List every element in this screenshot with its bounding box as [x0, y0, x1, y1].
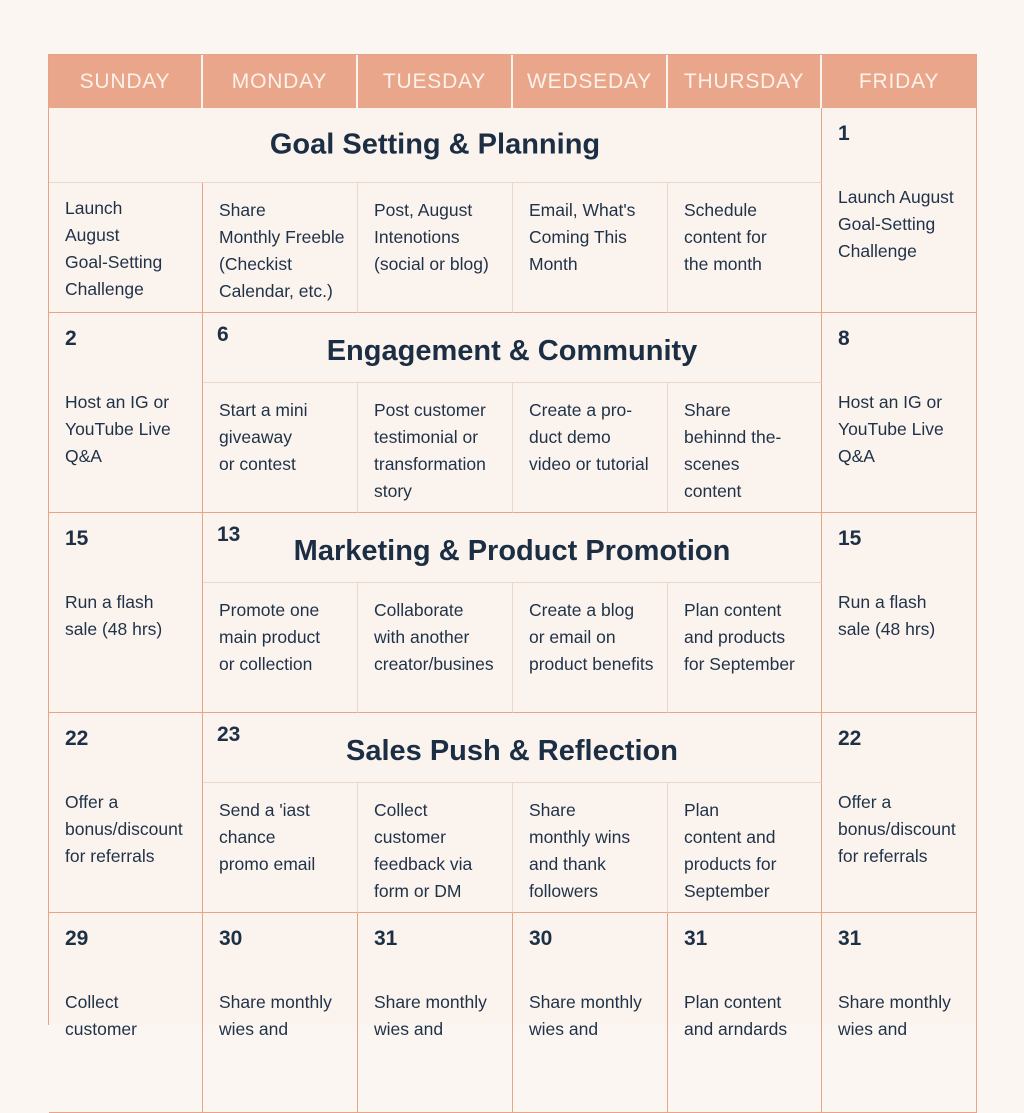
day-cell[interactable] [203, 583, 358, 713]
event-text: Offer a bonus/discount for referrals [838, 792, 956, 866]
day-header-tuesday: TUESDAY [358, 55, 513, 108]
date-number: 1 [838, 122, 850, 145]
day-cell[interactable] [668, 913, 822, 1113]
event-text: Collect customer [65, 992, 137, 1039]
date-number: 31 [838, 927, 862, 950]
week-theme-title: Marketing & Product Promotion [293, 534, 731, 567]
event-text: Launch August Goal-Setting Challenge [65, 198, 163, 299]
day-cell[interactable] [203, 913, 358, 1113]
day-header-wedseday: WEDSEDAY [513, 55, 668, 108]
date-number: 22 [65, 727, 89, 750]
week-theme-banner [203, 713, 822, 783]
date-number: 30 [219, 927, 243, 950]
date-number: 2 [65, 327, 77, 350]
sunday-cell[interactable] [49, 313, 203, 513]
event-text: Plan content and products for September [684, 600, 795, 674]
content-calendar [48, 54, 977, 1039]
date-number: 15 [65, 527, 89, 550]
event-text: Host an IG or YouTube Live Q&A [65, 392, 171, 466]
day-cell[interactable] [358, 183, 513, 313]
day-header-sunday: SUNDAY [49, 55, 203, 108]
friday-cell[interactable] [822, 313, 977, 513]
date-number: 31 [374, 927, 398, 950]
event-text: Collect customer feedback via form or DM [374, 800, 473, 901]
event-text: Post customer testimonial or transformation story [374, 400, 486, 501]
day-header-thursday: THURSDAY [668, 55, 822, 108]
event-text: Plan content and products for September [684, 800, 777, 901]
day-cell[interactable] [513, 383, 668, 513]
week-theme-title: Sales Push & Reflection [346, 734, 678, 767]
week-theme-title: Engagement & Community [326, 334, 698, 367]
day-cell[interactable] [513, 583, 668, 713]
event-text: Share behinnd the- scenes content [684, 400, 782, 501]
date-number: 29 [65, 927, 89, 950]
sunday-cell[interactable] [49, 183, 203, 313]
week-theme-banner [203, 513, 822, 583]
date-number: 13 [217, 523, 241, 546]
date-number: 8 [838, 327, 850, 350]
event-text: Run a flash sale (48 hrs) [65, 592, 163, 639]
week-theme-title: Goal Setting & Planning [269, 128, 601, 161]
day-cell[interactable] [49, 913, 203, 1113]
day-cell[interactable] [203, 183, 358, 313]
day-cell[interactable] [203, 783, 358, 913]
event-text: Share monthly wies and [838, 992, 951, 1039]
event-text: Share monthly wies and [529, 992, 642, 1039]
day-cell[interactable] [668, 583, 822, 713]
sunday-cell[interactable] [49, 513, 203, 713]
day-cell[interactable] [358, 583, 513, 713]
day-cell[interactable] [513, 183, 668, 313]
event-text: Share Monthly Freeble (Checkist Calendar, etc.) [219, 200, 345, 301]
event-text: Send a 'iast chance promo email [219, 800, 316, 874]
day-header-friday: FRIDAY [822, 55, 977, 108]
week-theme-banner [49, 108, 822, 183]
event-text: Share monthly wies and [374, 992, 487, 1039]
day-cell[interactable] [358, 913, 513, 1113]
event-text: Post, August Intenotions (social or blog) [374, 200, 489, 274]
date-number: 23 [217, 723, 241, 746]
day-cell[interactable] [822, 913, 977, 1113]
event-text: Collaborate with another creator/busines [374, 600, 494, 674]
day-cell[interactable] [513, 783, 668, 913]
date-number: 30 [529, 927, 553, 950]
day-cell[interactable] [203, 383, 358, 513]
event-text: Email, What's Coming This Month [529, 200, 636, 274]
event-text: Plan content and arndards [684, 992, 788, 1039]
day-cell[interactable] [668, 783, 822, 913]
day-cell[interactable] [668, 383, 822, 513]
week-theme-banner [203, 313, 822, 383]
event-text: Promote one main product or collection [219, 600, 321, 674]
date-number: 31 [684, 927, 708, 950]
day-cell[interactable] [513, 913, 668, 1113]
event-text: Create a pro- duct demo video or tutorial [529, 400, 649, 474]
date-number: 6 [217, 323, 229, 346]
event-text: Schedule content for the month [684, 200, 767, 274]
sunday-cell[interactable] [49, 713, 203, 913]
event-text: Host an IG or YouTube Live Q&A [838, 392, 944, 466]
date-number: 22 [838, 727, 862, 750]
day-cell[interactable] [358, 383, 513, 513]
day-cell[interactable] [358, 783, 513, 913]
day-cell[interactable] [668, 183, 822, 313]
event-text: Share monthly wies and [219, 992, 332, 1039]
event-text: Offer a bonus/discount for referrals [65, 792, 183, 866]
date-number: 15 [838, 527, 862, 550]
friday-cell[interactable] [822, 513, 977, 713]
event-text: Launch August Goal-Setting Challenge [838, 187, 954, 261]
friday-cell[interactable] [822, 108, 977, 313]
event-text: Run a flash sale (48 hrs) [838, 592, 936, 639]
day-header-monday: MONDAY [203, 55, 358, 108]
event-text: Create a blog or email on product benefits [529, 600, 654, 674]
friday-cell[interactable] [822, 713, 977, 913]
event-text: Start a mini giveaway or contest [219, 400, 308, 474]
event-text: Share monthly wins and thank followers [529, 800, 631, 901]
